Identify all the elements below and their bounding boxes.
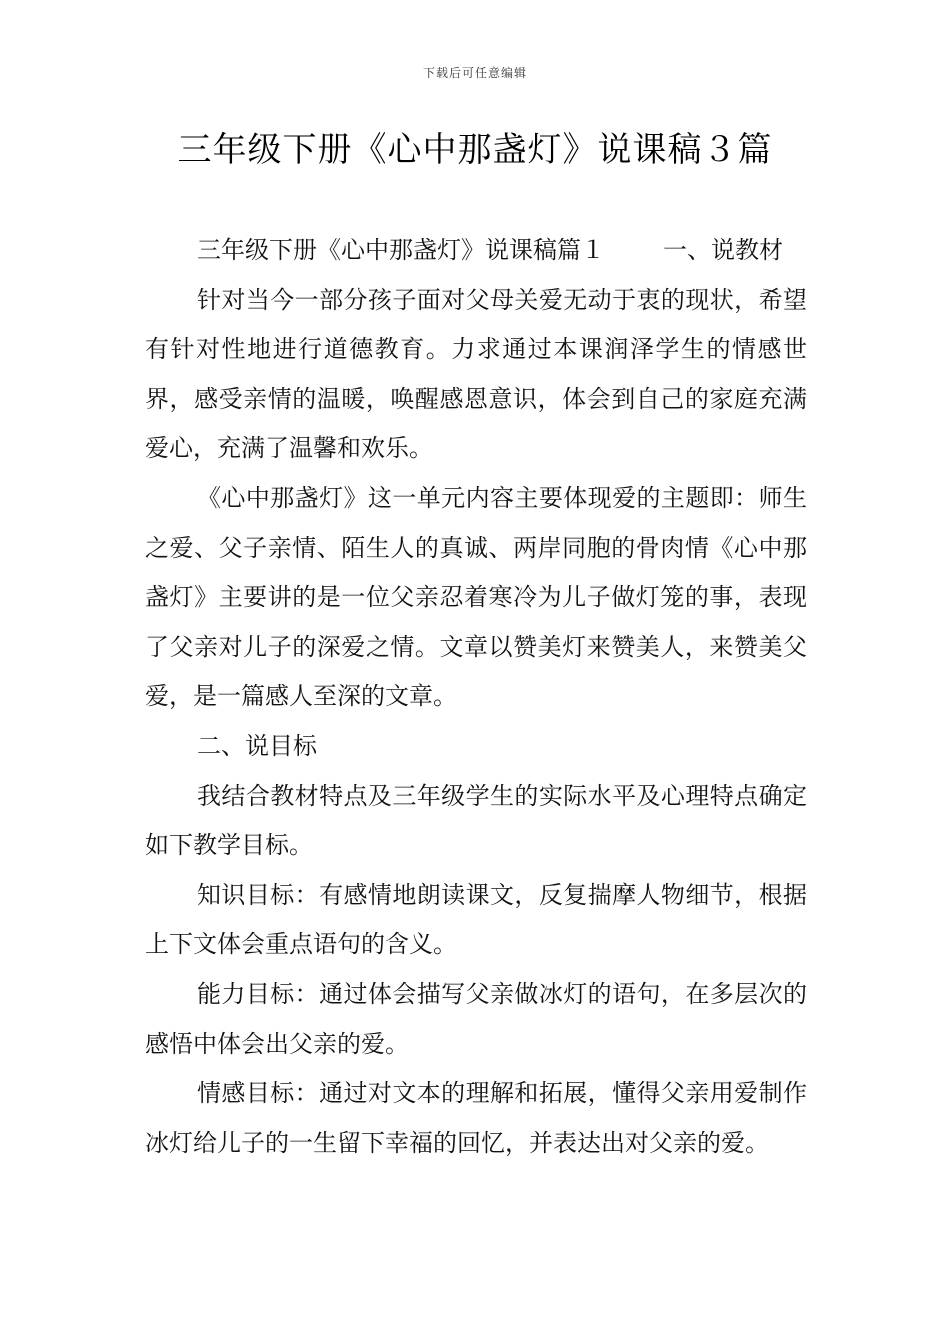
header-note: 下载后可任意编辑 [422, 66, 527, 80]
paragraph: 能力目标：通过体会描写父亲做冰灯的语句，在多层次的感悟中体会出父亲的爱。 [145, 979, 807, 1058]
section-heading-materials: 一、说教材 [663, 236, 783, 264]
section-heading-goals: 二、说目标 [197, 731, 317, 760]
paragraph: 情感目标：通过对文本的理解和拓展，懂得父亲用爱制作冰灯给儿子的一生留下幸福的回忆，并表达出对父亲的爱。 [145, 1079, 807, 1157]
first-line [145, 226, 807, 276]
paragraph: 《心中那盏灯》这一单元内容主要体现爱的主题即：师生之爱、父子亲情、陌生人的真诚、两岸同胞的骨肉情《心中那盏灯》主要讲的是一位父亲忍着寒冷为儿子做灯笼的事，表现了父亲对儿子的深爱之情。文章以赞美灯来赞美人，来赞美父爱，是一篇感人至深的文章。 [145, 483, 807, 711]
paragraph: 知识目标：有感情地朗读课文，反复揣摩人物细节，根据上下文体会重点语句的含义。 [145, 880, 807, 959]
document-body [145, 226, 807, 1168]
part-title: 三年级下册《心中那盏灯》说课稿篇１ [197, 236, 605, 264]
paragraph: 我结合教材特点及三年级学生的实际水平及心理特点确定如下教学目标。 [145, 781, 807, 860]
document-title: 三年级下册《心中那盏灯》说课稿３篇 [177, 130, 773, 170]
paragraph: 针对当今一部分孩子面对父母关爱无动于衷的现状，希望有针对性地进行道德教育。力求通过本课润泽学生的情感世界，感受亲情的温暖，唤醒感恩意识，体会到自己的家庭充满爱心，充满了温馨和欢乐。 [145, 285, 807, 463]
